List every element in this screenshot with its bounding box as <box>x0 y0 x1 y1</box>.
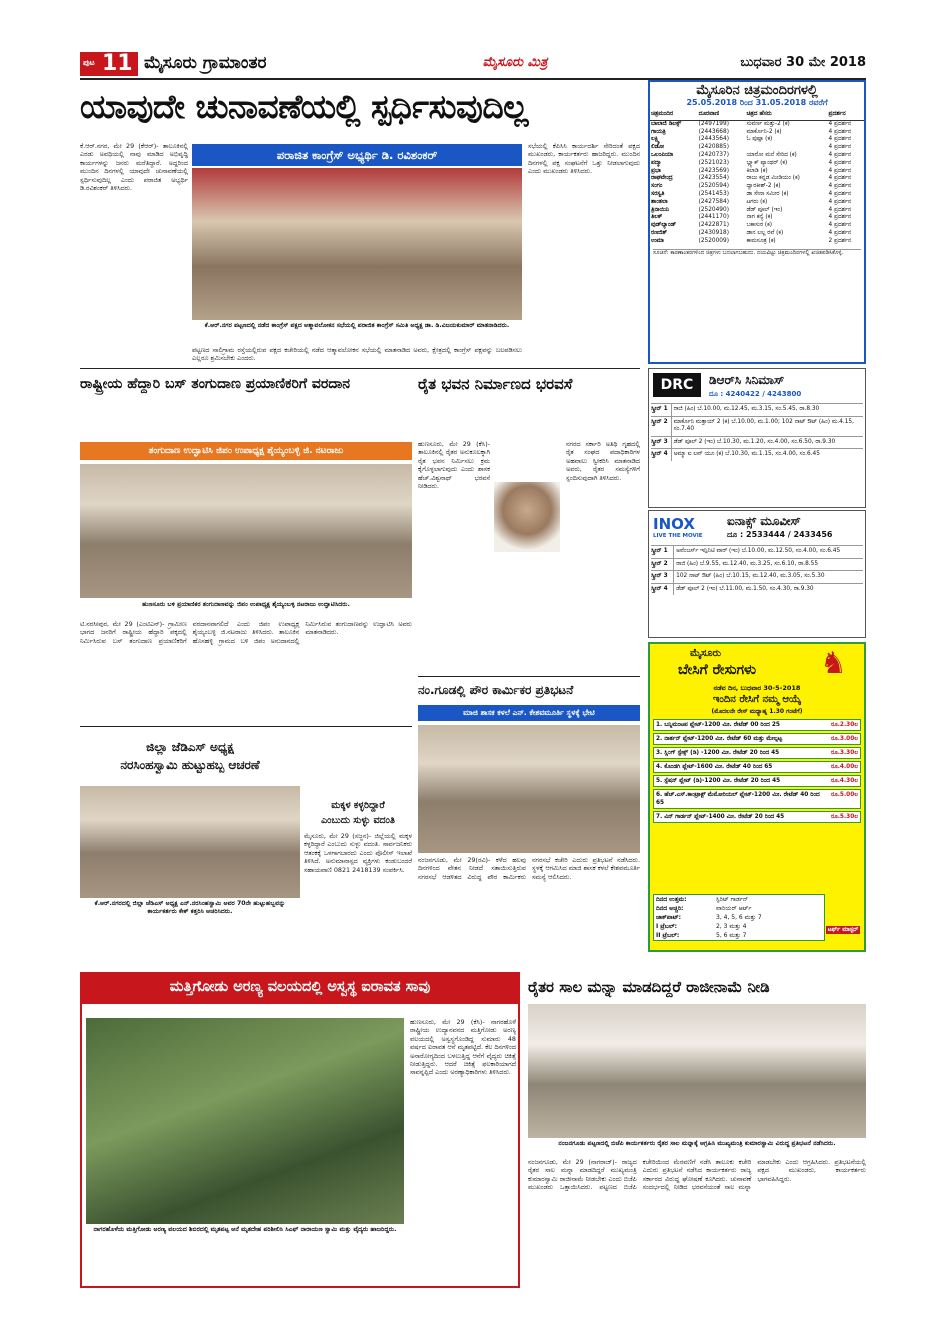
inox-screen-label: ಸ್ಕ್ರೀನ್ 2 <box>651 558 674 571</box>
jds-caption: ಕೆ.ಆರ್.ನಗರದಲ್ಲಿ ಜಿಲ್ಲಾ ಜೆಡಿಎಸ್ ಅಧ್ಯಕ್ಷ ಎನ್.ನರಸಿಂಹಸ್ವಾಮಿ ಅವರ 70ನೇ ಹುಟ್ಟುಹಬ್ಬವನ್ನು ಕಾರ್ಯಕರ್ತರು ಕೇಕ್ ಕತ್ತರಿಸಿ ಆಚರಿಸಿದರು. <box>94 900 286 915</box>
inox-screen-row <box>651 558 863 571</box>
race-prize: ರೂ.3.30ಲ <box>830 750 858 756</box>
race-name: 3. ಸ್ಲಿಂಗ್ ಸ್ಟೇಕ್ಸ್ (ಡಿ) -1200 ಮೀ. ರೇಟೆಡ್ 20 ರಿಂದ 45 <box>656 750 780 756</box>
cinema-cell: ಉಮಾ <box>651 237 664 244</box>
inox-phone: ದೂ : 2533444 / 2433456 <box>727 530 833 539</box>
bus-rule <box>80 368 640 369</box>
raitha-text1: ಹುಣಸೂರು, ಮೇ 29 (ಕೆಸಿ)- ತಾಲೂಕಿನಲ್ಲಿ ರೈತರ ಅನುಕೂಲಕ್ಕಾಗಿ ರೈತ ಭವನ ನಿರ್ಮಿಸಲು ಕ್ರಮ ಕೈಗೊಳ್ಳಲಾಗುವುದು ಎಂದು ಶಾಸಕ ಹೆಚ್.ವಿಶ್ವನಾಥ್ ಭರವಸೆ ನೀಡಿದರು. <box>418 440 490 491</box>
cinema-cell: ತಿಲಕ್ <box>651 214 663 221</box>
pk-text-block <box>418 856 640 932</box>
cinema-cell: 4 ಪ್ರದರ್ಶನ <box>828 159 852 166</box>
race-name: 1. ಬನ್ನಿಮಂಟಪ ಪ್ಲೇಟ್-1200 ಮೀ. ರೇಟೆಡ್ 00 ರಿಂದ 25 <box>656 722 780 728</box>
cinema-cell: ವುಡ್‌ಲ್ಯಾಂಡ್ <box>651 222 677 229</box>
bus-subhead-bar <box>80 442 412 460</box>
cinema-header-row <box>650 110 864 120</box>
jds-headline1: ಜಿಲ್ಲಾ ಜೆಡಿಎಸ್ ಅಧ್ಯಕ್ಷ <box>146 740 234 754</box>
cinema-cell: ಕಾಮಸೂತ್ರ (ಕ) <box>746 237 776 244</box>
cinema-cell: 4 ಪ್ರದರ್ಶನ <box>828 183 852 190</box>
cinema-cell: (2422871) <box>698 222 729 229</box>
cinema-row <box>650 136 864 144</box>
lead-subhead-bar <box>192 144 522 166</box>
cinema-row <box>650 168 864 176</box>
drc-box <box>648 368 866 508</box>
drc-screen-label: ಸ್ಕ್ರೀನ್ 4 <box>651 449 671 461</box>
races-list <box>653 719 861 825</box>
cinema-cell: ಗಾಯತ್ರಿ <box>651 128 666 135</box>
race-prize: ರೂ.3.00ಲ <box>830 736 858 742</box>
raitha-text2: ನಗರದ ಸರ್ಕಾರಿ ಅತಿಥಿ ಗೃಹದಲ್ಲಿ ರೈತ ಸಂಘದ ಪದಾಧಿಕಾರಿಗಳ ಅಹವಾಲು ಸ್ವೀಕರಿಸಿ ಮಾತನಾಡಿದ ಅವರು, ರೈತರ ಸಮಸ್ಯೆಗಳಿಗೆ ಸ್ಪಂದಿಸುವುದಾಗಿ ತಿಳಿಸಿದರು. <box>566 440 640 482</box>
bus-subhead: ತಂಗುದಾಣ ಉದ್ಘಾಟಿಸಿ ಜಿಪಂ ಉಪಾಧ್ಯಕ್ಷ ಶೈಯ್ಯಂಬಳ್ಳಿ ಜಿ. ನಟರಾಜು <box>148 446 344 456</box>
race-row <box>653 811 861 823</box>
elephant-text: ಹುಣಸೂರು, ಮೇ 29 (ಕೆಸಿ)- ನಾಗರಹೊಳೆ ರಾಷ್ಟ್ರೀಯ ಉದ್ಯಾನವನದ ಮತ್ತಿಗೋಡು ಅರಣ್ಯ ವಲಯದಲ್ಲಿ ಅಸ್ವಸ್ಥಗೊಂಡಿದ್ದ ಸುಮಾರು 48 ವರ್ಷದ ಐರಾವತ ಆನೆ ಮೃತಪಟ್ಟಿದೆ. ಕೆಲ ದಿನಗಳಿಂದ ಅನಾರೋಗ್ಯದಿಂದ ಬಳಲುತ್ತಿದ್ದ ಆನೆಗೆ ವೈದ್ಯರು ಚಿಕಿತ್ಸೆ ನೀಡುತ್ತಿದ್ದರು. ಆದರೆ ಚಿಕಿತ್ಸೆ ಫಲಕಾರಿಯಾಗದೆ ಸಾವನ್ನಪ್ಪಿದೆ ಎಂದು ಅರಣ್ಯಾಧಿಕಾರಿಗಳು ತಿಳಿಸಿದರು. <box>410 1018 516 1077</box>
cinema-row <box>650 207 864 215</box>
race-prize: ರೂ.5.00ಲ <box>830 792 858 798</box>
pk-text: ನಂಜನಗೂಡು, ಮೇ 29(ರವಿ)- ಕಳೆದ ಹಲವು ದಿನಗಳಿಂದ ವೇತನ ನೀಡದೆ ಸತಾಯಿಸುತ್ತಿರುವ ನಗರಸಭೆ ಆಡಳಿತದ ವಿರುದ್ಧ ಪೌರ ಕಾರ್ಮಿಕರು ನಗರಸಭೆ ಕಚೇರಿ ಎದುರು ಪ್ರತಿಭಟನೆ ನಡೆಸಿದರು. ಸ್ಥಳಕ್ಕೆ ಆಗಮಿಸಿದ ಮಾಜಿ ಶಾಸಕ ಕಳಲೆ ಕೇಶವಮೂರ್ತಿ ಸಮಸ್ಯೆ ಆಲಿಸಿದರು. <box>418 856 640 881</box>
cinema-cell: ಸಂಗಂ <box>651 183 663 190</box>
cinema-th: ದೂರವಾಣಿ <box>698 111 719 117</box>
cinema-row <box>650 199 864 207</box>
cinema-cell: ರಣಜಿತ್ <box>651 229 668 236</box>
races-title2: ಬೇಸಿಗೆ ರೇಸುಗಳು <box>678 662 757 678</box>
cinema-cell: (2443668) <box>698 128 729 135</box>
cinema-cell: ಬಾಲಾಜಿ ಡಿಲಕ್ಸ್ <box>651 120 682 127</box>
races-stamp: ಟರ್ಫ್ ಮಾಸ್ಟರ್ <box>827 927 859 933</box>
cinema-cell: ಶಾಂತಲಾ <box>651 198 668 205</box>
cinema-row <box>650 160 864 168</box>
makkala-headline1: ಮಕ್ಕಳ ಕಳ್ಳರಿದ್ದಾರೆ <box>331 800 385 811</box>
drc-title: ಡಿಆರ್‌ಸಿ ಸಿನಿಮಾಸ್ <box>709 373 785 387</box>
races-summary <box>653 894 825 941</box>
inox-logo: INOX <box>653 515 695 533</box>
inox-screen-row <box>651 546 863 559</box>
lead-col2-text: ಪಟ್ಟಣದ ಸಾಲಿಗ್ರಾಮ ರಸ್ತೆಯಲ್ಲಿರುವ ಪಕ್ಷದ ಕಚೇರಿಯಲ್ಲಿ ನಡೆದ ಆತ್ಮಾವಲೋಕನ ಸಭೆಯಲ್ಲಿ ಮಾತನಾಡಿದ ಅವರು, ಕ್ಷೇತ್ರದಲ್ಲಿ ಕಾಂಗ್ರೆಸ್ ಪಕ್ಷವನ್ನು ಬಲಪಡಿಸಲು ಎಲ್ಲರೂ ಶ್ರಮಿಸಬೇಕು ಎಂದರು. <box>192 346 522 363</box>
inox-screen-row <box>651 583 863 595</box>
cinema-row <box>650 222 864 230</box>
cinema-cell: (2423569) <box>698 167 729 174</box>
race-summary-row <box>654 922 824 931</box>
cinema-cell: 4 ಪ್ರದರ್ಶನ <box>828 151 852 158</box>
cinema-row <box>650 230 864 238</box>
race-prize: ರೂ.2.30ಲ <box>830 722 858 728</box>
race-prize: ರೂ.5.30ಲ <box>830 814 858 820</box>
cinema-cell: 4 ಪ್ರದರ್ಶನ <box>828 214 852 221</box>
cinema-cell: (2541453) <box>698 190 729 197</box>
elephant-headline: ಮತ್ತಿಗೋಡು ಅರಣ್ಯ ವಲಯದಲ್ಲಿ ಅಸ್ವಸ್ಥ ಐರಾವತ ಸಾವು <box>169 979 431 995</box>
cinema-row <box>650 120 864 128</box>
race-summary-value: 5, 6 ಮತ್ತು 7 <box>716 932 747 939</box>
page-number: 11 <box>102 52 133 76</box>
cinema-cell: 2 ಪ್ರದರ್ಶನ <box>828 237 852 244</box>
farmers-photo <box>528 1004 866 1138</box>
cinema-box <box>648 80 866 364</box>
races-panel <box>648 642 866 952</box>
drc-logo: DRC <box>653 373 701 397</box>
raitha-col2 <box>566 440 640 664</box>
drc-phone: ದೂ : 4240422 / 4243800 <box>709 390 802 398</box>
inox-screen-label: ಸ್ಕ್ರೀನ್ 3 <box>651 571 674 584</box>
cinema-table <box>650 110 864 246</box>
cinema-cell: ಬ್ಲ್ಯಾಕ್ ಪ್ಯಾಂಥರ್ (ಕ) <box>746 159 788 166</box>
jds-headline2: ನರಸಿಂಹಸ್ವಾಮಿ ಹುಟ್ಟುಹಬ್ಬ ಆಚರಣೆ <box>120 758 260 772</box>
cinema-cell: ಕಿಲಾಡಿ (ಕ) <box>746 167 768 174</box>
cinema-cell: ಯಾರೋ ಮನೆ ಸೇರಿದ (ಕ) <box>746 151 797 158</box>
inox-screen-row <box>651 571 863 584</box>
raitha-photo <box>494 482 560 552</box>
cinema-cell: 4 ಪ್ರದರ್ಶನ <box>828 128 852 135</box>
cinema-cell: 4 ಪ್ರದರ್ಶನ <box>828 229 852 236</box>
drc-screen-label: ಸ್ಕ್ರೀನ್ 3 <box>651 436 671 449</box>
cinema-cell: ಡೆಡ್ ಪೂಲ್ (ಇಂ) <box>746 206 783 213</box>
cinema-cell: ತ್ರಿನಾಯಿನಿ <box>651 206 670 213</box>
makkala-headline2: ಎಂಬುದು ಸುಳ್ಳು ವದಂತಿ <box>321 815 395 826</box>
lead-col1-text: ಕೆ.ಆರ್.ನಗರ, ಮೇ 29 (ಕೆಆರ್)- ತಾಲೂಕಿನಲ್ಲಿ ಎರಡು ಅವಧಿಯಲ್ಲಿ ನಾವು ಮಾಡಿದ ಅಭಿವೃದ್ಧಿ ಕಾರ್ಯಗಳನ್ನು ಜನರು ಮರೆತಿದ್ದಾರೆ. ಅದ್ದರಿಂದ ಮುಂದಿನ ದಿನಗಳಲ್ಲಿ ಯಾವುದೇ ಚುನಾವಣೆಯಲ್ಲಿ ಸ್ಪರ್ಧಿಸುವುದಿಲ್ಲ ಎಂದು ಪರಾಜಿತ ಅಭ್ಯರ್ಥಿ ಡಿ.ರವಿಶಂಕರ್ ತಿಳಿಸಿದರು. <box>80 142 188 193</box>
lead-headline: ಯಾವುದೇ ಚುನಾವಣೆಯಲ್ಲಿ ಸ್ಪರ್ಧಿಸುವುದಿಲ್ಲ <box>80 87 528 126</box>
bus-headline: ರಾಷ್ಟ್ರೀಯ ಹೆದ್ದಾರಿ ಬಸ್ ತಂಗುದಾಣ ಪ್ರಯಾಣಿಕರಿಗೆ ವರದಾನ <box>80 376 351 392</box>
jds-photo <box>80 786 300 898</box>
inox-screen-label: ಸ್ಕ್ರೀನ್ 1 <box>651 546 674 559</box>
cinema-footnote: ಸೂಚನೆ: ಕಾರಣಾಂತರಗಳಿಂದ ಚಿತ್ರಗಳು ಬದಲಾಗಬಹುದು. ದಯವಿಟ್ಟು ಚಿತ್ರಮಂದಿರಗಳಲ್ಲಿ ಖಚಿತಪಡಿಸಿಕೊಳ್ಳಿ. <box>653 249 861 257</box>
cinema-cell: 4 ಪ್ರದರ್ಶನ <box>828 222 852 229</box>
farmers-text: ನಂಜನಗೂಡು, ಮೇ 29 (ನಾಗರಾಜ್)- ರಾಜ್ಯದ ರೈತರ ಸಾಲ ಮನ್ನಾ ಮಾಡದಿದ್ದರೆ ಮುಖ್ಯಮಂತ್ರಿ ಕುಮಾರಸ್ವಾಮಿ ರಾಜೀನಾಮೆ ನೀಡಬೇಕು ಎಂದು ಬಿಜೆಪಿ ಮುಖಂಡರು ಒತ್ತಾಯಿಸಿದರು. ಪಟ್ಟಣದ ಬಿಜೆಪಿ ಕಚೇರಿಯಿಂದ ಮೆರವಣಿಗೆ ನಡೆಸಿ ತಾಲೂಕು ಕಚೇರಿ ಎದುರು ಪ್ರತಿಭಟನೆ ನಡೆಸಿದ ಕಾರ್ಯಕರ್ತರು ರಾಜ್ಯ ಸರ್ಕಾರದ ವಿರುದ್ಧ ಘೋಷಣೆ ಕೂಗಿದರು. ಚುನಾವಣೆ ಸಂದರ್ಭದಲ್ಲಿ ನೀಡಿದ ಭರವಸೆಯಂತೆ ಸಾಲ ಮನ್ನಾ ಮಾಡಬೇಕು ಎಂದು ಆಗ್ರಹಿಸಿದರು. ಪ್ರತಿಭಟನೆಯಲ್ಲಿ ಪಕ್ಷದ ಮುಖಂಡರು, ಕಾರ್ಯಕರ್ತರು ಭಾಗವಹಿಸಿದ್ದರು. <box>528 1158 866 1192</box>
cinema-cell: ನಾಗ ಕನ್ಯೆ (ಕ) <box>746 214 773 221</box>
elephant-headline-bar <box>80 972 520 1002</box>
race-summary-row <box>654 913 824 922</box>
races-sub: ನಡೆವ ದಿನ, ಬುಧವಾರ 30-5-2018 <box>713 684 801 692</box>
inox-table <box>651 545 863 595</box>
race-name: 5. ಸ್ಪೆಷನ್ ಪ್ಲೇಟ್ (ಡಿ)-1200 ಮೀ. ರೇಟೆಡ್ 20 ರಿಂದ 45 <box>656 778 781 784</box>
cinema-cell: ಡಾನ ಲಲ್ಲ ರವೆ (ಕ) <box>746 229 784 236</box>
race-summary-value: ಸ್ಪಿರಿಟ್ ಗಾರ್ಡನ್ <box>716 896 749 903</box>
race-name: 2. ನಾರ್ತನ್ ಪ್ಲೇಟ್-1200 ಮೀ. ರೇಟೆಡ್ 60 ಮತ್ತು ಮೇಲ್ಪಟ್ಟ <box>656 736 783 742</box>
page-number-box <box>80 52 138 76</box>
cinema-cell: 4 ಪ್ರದರ್ಶನ <box>828 120 852 127</box>
bus-lede-space <box>80 400 412 440</box>
race-summary-row <box>654 904 824 913</box>
cinema-cell: ಪ್ರಭಾ <box>651 167 661 174</box>
cinema-cell: (2427584) <box>698 198 729 205</box>
cinema-cell: ರಾಘವೇಂದ್ರ <box>651 175 673 182</box>
race-summary-row <box>654 931 824 940</box>
cinema-dates: 25.05.2018 ರಿಂದ 31.05.2018 ರವರೆಗೆ <box>686 98 828 107</box>
inox-screen-shows: 102 ನಾಟ್ ಔಟ್ (ಹಿಂ) ಬೆ.10.15, ಮ.12.40, ಮ.3.05, ಸಂ.5.30 <box>676 573 825 579</box>
race-row <box>653 719 861 731</box>
race-summary-label: ಜಾಕ್‌ಪಾಟ್: <box>656 914 682 921</box>
elephant-caption: ನಾಗರಹೊಳೆಯ ಮತ್ತಿಗೋಡು ಅರಣ್ಯ ವಲಯದ ಶಿಬಿರದಲ್ಲಿ ಮೃತಪಟ್ಟ ಆನೆ ಮೃತದೇಹ ಪರಿಶೀಲಿಸಿ ಸಿಎಫ್ ನಾರಾಯಣ ಸ್ವಾಮಿ ಮತ್ತು ವೈದ್ಯರು ಹಾಜರಿದ್ದರು. <box>93 1226 397 1233</box>
pk-subhead-bar <box>418 705 640 721</box>
lead-col3-text: ಸಭೆಯಲ್ಲಿ ಕೆಪಿಸಿಸಿ ಕಾರ್ಯದರ್ಶಿ ಸೇರಿದಂತೆ ಪಕ್ಷದ ಮುಖಂಡರು, ಕಾರ್ಯಕರ್ತರು ಹಾಜರಿದ್ದರು. ಮುಂದಿನ ದಿನಗಳಲ್ಲಿ ಪಕ್ಷ ಸಂಘಟನೆಗೆ ಒತ್ತು ನೀಡಲಾಗುವುದು ಎಂದು ಮುಖಂಡರು ತಿಳಿಸಿದರು. <box>528 142 640 176</box>
cinema-cell: ಓ ಪುಷ್ಪಾ (ಕ) <box>746 136 773 143</box>
race-prize: ರೂ.4.30ಲ <box>830 778 858 784</box>
race-summary-label: II ಟ್ರೆಬಲ್: <box>656 932 680 939</box>
cinema-cell: (2443564) <box>698 136 729 143</box>
cinema-cell: (2441170) <box>698 214 729 221</box>
lead-subhead: ಪರಾಜಿತ ಕಾಂಗ್ರೆಸ್ ಅಭ್ಯರ್ಥಿ ಡಿ. ರವಿಶಂಕರ್ <box>276 148 438 162</box>
inox-tagline: LIVE THE MOVIE <box>653 533 703 539</box>
cinema-cell: ಮಾರ್ಕೊನಿ-2 (ಕ) <box>746 128 782 135</box>
cinema-row <box>650 191 864 199</box>
cinema-cell: (2521023) <box>698 159 729 166</box>
cinema-row <box>650 129 864 137</box>
cinema-cell: ಡಾ ಸೇನಾ ಸಮೀರ (ಕ) <box>746 190 789 197</box>
inox-logo-block <box>653 515 721 541</box>
races-title1: ಮೈಸೂರು <box>690 648 722 659</box>
race-row <box>653 733 861 745</box>
bus-text: ಟಿ.ನರಸೀಪುರ, ಮೇ 29 (ಎಂಟಿಎನ್)- ಗ್ರಾಮೀಣ ಭಾಗದ ಜನರಿಗೆ ರಾಷ್ಟ್ರೀಯ ಹೆದ್ದಾರಿ ಪಕ್ಕದಲ್ಲಿ ನಿರ್ಮಿಸಿರುವ ಬಸ್ ತಂಗುದಾಣ ಪ್ರಯಾಣಿಕರಿಗೆ ವರದಾನವಾಗಲಿದೆ ಎಂದು ಜಿಪಂ ಉಪಾಧ್ಯಕ್ಷ ಶೈಯ್ಯಂಬಳ್ಳಿ ಜಿ.ನಟರಾಜು ತಿಳಿಸಿದರು. ತಾಲೂಕಿನ ಹೊಸಹಳ್ಳಿ ಗ್ರಾಮದ ಬಳಿ ಜಿಪಂ ಅನುದಾನದಲ್ಲಿ ನಿರ್ಮಿಸಿರುವ ತಂಗುದಾಣವನ್ನು ಉದ್ಘಾಟಿಸಿ ಅವರು ಮಾತನಾಡಿದರು. <box>80 620 412 645</box>
cinema-cell: (2497199) <box>698 120 729 127</box>
race-summary-row <box>654 895 824 904</box>
lead-photo <box>192 168 522 320</box>
inox-title: ಐನಾಕ್ಸ್ ಮೂವೀಸ್ <box>727 514 801 528</box>
farmers-caption: ನಂಜನಗೂಡು ಪಟ್ಟಣದಲ್ಲಿ ಬಿಜೆಪಿ ಕಾರ್ಯಕರ್ತರು ರೈತರ ಸಾಲ ಮನ್ನಾಕ್ಕೆ ಆಗ್ರಹಿಸಿ ಮುಖ್ಯಮಂತ್ರಿ ಕುಮಾರಸ್ವಾಮಿ ವಿರುದ್ಧ ಪ್ರತಿಭಟನೆ ನಡೆಸಿದರು. <box>558 1140 836 1147</box>
cinema-cell: ದ್ವಾರಕೀಶ್-2 (ಕ) <box>746 183 781 190</box>
races-tips-title: ಇಂದಿನ ರೇಸಿಗೆ ನಮ್ಮ ಆಯ್ಕೆ <box>712 694 802 705</box>
cinema-cell: ಸರಸ್ವತಿ <box>651 190 665 197</box>
elephant-frame <box>80 1002 520 1288</box>
cinema-th: ಚಿತ್ರದ ಹೆಸರು <box>746 111 772 117</box>
cinema-cell: ಲಿಡೋ <box>651 144 664 151</box>
inox-screen-shows: ಡೆಡ್ ಪೂಲ್ 2 (ಇಂ) ಬೆ.11.00, ಮ.1.50, ಸಂ.4.30, ರಾ.9.30 <box>676 585 814 592</box>
inox-screen-label: ಸ್ಕ್ರೀನ್ 4 <box>651 583 674 595</box>
races-tips-sub: (ಮೊದಲನೇ ರೇಸ್ ಮಧ್ಯಾಹ್ನ 1.30 ಗಂಟೆಗೆ) <box>711 708 803 715</box>
race-row <box>653 761 861 773</box>
race-summary-value: 2, 3 ಮತ್ತು 4 <box>716 923 747 930</box>
race-prize: ರೂ.4.00ಲ <box>830 764 858 770</box>
cinema-cell: ಲಕ್ಷ್ಮಿ <box>651 136 660 143</box>
cinema-cell: (2520594) <box>698 183 729 190</box>
cinema-cell: 4 ಪ್ರದರ್ಶನ <box>828 190 852 197</box>
cinema-th: ಪ್ರದರ್ಶನ <box>828 111 846 117</box>
race-name: 7. ವಿನ್ ಗಾರ್ಡನ್ ಪ್ಲೇಟ್-1400 ಮೀ. ರೇಟೆಡ್ 20 ರಿಂದ 45 <box>656 814 785 820</box>
cinema-cell: (2430918) <box>698 229 729 236</box>
race-row <box>653 775 861 787</box>
drc-table <box>651 403 863 461</box>
drc-screen-shows: ರಾಜಿ (ಹಿಂ) ಬೆ.10.00, ಮ.12.45, ಮ.3.15, ಸಂ.5.45, ರಾ.8.30 <box>673 406 820 412</box>
cinema-cell: (2423554) <box>698 175 729 182</box>
cinema-row <box>650 238 864 246</box>
cinema-cell: 4 ಪ್ರದರ್ಶನ <box>828 175 852 182</box>
lead-col2 <box>192 346 522 366</box>
pk-photo <box>418 725 640 853</box>
makkala-text: ಮೈಸೂರು, ಮೇ 29 (ಸಜ್ಜನ)- ಜಿಲ್ಲೆಯಲ್ಲಿ ಮಕ್ಕಳ ಕಳ್ಳರಿದ್ದಾರೆ ಎಂಬುದು ಸುಳ್ಳು ವದಂತಿ. ಸಾರ್ವಜನಿಕರು ಆತಂಕಕ್ಕೆ ಒಳಗಾಗಬಾರದು ಎಂದು ಪೊಲೀಸ್ ಇಲಾಖೆ ತಿಳಿಸಿದೆ. ಅನುಮಾನಾಸ್ಪದ ವ್ಯಕ್ತಿಗಳು ಕಂಡುಬಂದರೆ ಸಹಾಯವಾಣಿ 0821 2418139 ಸಂಪರ್ಕಿಸಿ. <box>304 832 412 874</box>
raitha-headline: ರೈತ ಭವನ ನಿರ್ಮಾಣದ ಭರವಸೆ <box>418 375 573 393</box>
drc-screen-row <box>651 436 863 449</box>
drc-screen-shows: ಮಾರ್ಕೊನಿ ಮತ್ತಾಯ್ 2 (ಕ) ಬೆ.10.00, ಮ.1.00; 102 ನಾಟ್ ಔಟ್ (ಹಿಂ) ಮ.4.15, ಸಂ.7.40 <box>673 418 854 432</box>
cinema-row <box>650 175 864 183</box>
race-row <box>653 747 861 759</box>
drc-screen-shows: ಅಮ್ಮಾ ಐ ಲವ್ ಯೂ (ಕ) ಬೆ.10.30, ಮ.1.15, ಸಂ.4.00, ಸಂ.6.45 <box>673 451 820 457</box>
jds-rule <box>80 726 412 727</box>
bus-text-block <box>80 620 412 724</box>
cinema-cell: (2420737) <box>698 151 729 158</box>
cinema-cell: (2520009) <box>698 237 729 244</box>
cinema-cell: ಸುವರ್ಣ ಮತ್ತು-2 (ಕ) <box>746 120 790 127</box>
cinema-cell: 4 ಪ್ರದರ್ಶನ <box>828 136 852 143</box>
cinema-cell: 4 ಪ್ರದರ್ಶನ <box>828 198 852 205</box>
cinema-cell: 4 ಪ್ರದರ್ಶನ <box>828 206 852 213</box>
race-name: 4. ಕೊಂಡಗಿ ಪ್ಲೇಟ್-1600 ಮೀ. ರೇಟೆಡ್ 40 ರಿಂದ 65 <box>656 764 773 770</box>
section-title: ಮೈಸೂರು ಗ್ರಾಮಾಂತರ <box>144 53 267 73</box>
race-summary-label: ದಿನದ ಅಚ್ಚರಿ: <box>656 905 684 912</box>
farmers-text-block <box>528 1158 866 1288</box>
drc-screen-shows: ಡೆಡ್ ಪೂಲ್ 2 (ಇಂ) ಬೆ.10.30, ಮ.1.20, ಸಂ.4.00, ಸಂ.6.50, ರಾ.9.30 <box>673 438 836 445</box>
elephant-side-text <box>410 1018 516 1248</box>
bus-photo-caption: ಹುಣಸೂರು ಬಳಿ ಪ್ರಯಾಣಿಕರ ತಂಗುದಾಣವನ್ನು ಜಿಪಂ ಉಪಾಧ್ಯಕ್ಷ ಶೈಯ್ಯಂಬಳ್ಳಿ ನಟರಾಜು ಉದ್ಘಾಟಿಸಿದರು. <box>142 601 350 608</box>
drc-screen-row <box>651 449 863 461</box>
race-summary-value: 3, 4, 5, 6 ಮತ್ತು 7 <box>716 914 762 921</box>
inox-box <box>648 510 866 638</box>
farmers-headline: ರೈತರ ಸಾಲ ಮನ್ನಾ ಮಾಡದಿದ್ದರೆ ರಾಜೀನಾಮೆ ನೀಡಿ <box>528 978 770 996</box>
masthead: ಮೈಸೂರು ಮಿತ್ರ <box>482 55 548 70</box>
lead-col3 <box>528 142 640 364</box>
race-name: 6. ಹೆಚ್.ಎಸ್.ಕಾಂಟ್ರಾಕ್ಟ್ ಮೆಮೋರಿಯಲ್ ಪ್ಲೇಟ್-1200 ಮೀ. ರೇಟೆಡ್ 40 ರಿಂದ 65 <box>656 792 820 806</box>
makkala-text-block <box>304 832 412 938</box>
page-label: ಪುಟ <box>83 58 95 67</box>
elephant-photo <box>86 1018 404 1224</box>
cinema-cell: ಪದ್ಮಾ <box>651 159 662 166</box>
cinema-row <box>650 214 864 222</box>
cinema-row <box>650 144 864 152</box>
drc-screen-row <box>651 404 863 417</box>
cinema-title: ಮೈಸೂರಿನ ಚಿತ್ರಮಂದಿರಗಳಲ್ಲಿ <box>696 83 818 98</box>
lead-photo-caption: ಕೆ.ಆರ್.ನಗರ ಪಟ್ಟಣದಲ್ಲಿ ನಡೆದ ಕಾಂಗ್ರೆಸ್ ಪಕ್ಷದ ಆತ್ಮಾವಲೋಕನ ಸಭೆಯಲ್ಲಿ ಪರಾಜಿತ ಕಾಂಗ್ರೆಸ್ ಸಮಿತಿ ಅಧ್ಯಕ್ಷ ಡಾ. ಡಿ.ವಿಜಯಕುಮಾರ್ ಮಾತನಾಡಿದರು. <box>204 322 510 329</box>
horse-icon: ♞ <box>820 646 847 681</box>
cinema-row <box>650 183 864 191</box>
cinema-cell: ರಾಜು ಕನ್ನಡ ಮೀಡಿಯಂ (ಕ) <box>746 175 800 182</box>
cinema-cell: (2420885) <box>698 144 729 151</box>
issue-date: ಬುಧವಾರ 30 ಮೇ 2018 <box>740 55 866 70</box>
race-row <box>653 789 861 809</box>
cinema-cell <box>745 144 827 152</box>
race-summary-value: ವಾರಿಯರ್ ಆರ್ಟ್ <box>716 905 752 912</box>
cinema-cell: ಒಲಂಪಿಯಾ <box>651 151 674 158</box>
drc-screen-label: ಸ್ಕ್ರೀನ್ 2 <box>651 416 671 436</box>
lead-col1 <box>80 142 188 364</box>
cinema-cell: 4 ಪ್ರದರ್ಶನ <box>828 167 852 174</box>
inox-screen-shows: ಅವೆಂಜರ್ಸ್ ಇನ್ಫಿನಿಟಿ ವಾರ್ (ಇಂ) ಬೆ.10.00, ಮ.12.50, ಸಂ.4.00, ಸಂ.6.45 <box>676 548 841 554</box>
raitha-col1 <box>418 440 490 664</box>
drc-screen-label: ಸ್ಕ್ರೀನ್ 1 <box>651 404 671 417</box>
cinema-cell: 4 ಪ್ರದರ್ಶನ <box>828 144 852 151</box>
race-summary-label: ದಿನದ ಉತ್ತಮ: <box>656 896 687 903</box>
cinema-cell: ಟಗರು (ಕ) <box>746 198 768 205</box>
pk-rule <box>418 676 640 677</box>
pk-headline: ನಂ.ಗೂಡಲ್ಲಿ ಪೌರ ಕಾರ್ಮಿಕರ ಪ್ರತಿಭಟನೆ <box>418 683 574 697</box>
cinema-cell: ಬಕಾಸುರ (ಕ) <box>746 222 772 229</box>
cinema-th: ಚಿತ್ರಮಂದಿರ <box>651 111 674 117</box>
pk-subhead: ಮಾಜಿ ಶಾಸಕ ಕಳಲೆ ಎನ್. ಕೇಶವಮೂರ್ತಿ ಸ್ಥಳಕ್ಕೆ ಭೇಟಿ <box>463 708 595 717</box>
cinema-row <box>650 152 864 160</box>
inox-screen-shows: ರಾಜಿ (ಹಿಂ) ಬೆ.9.55, ಮ.12.40, ಮ.3.25, ಸಂ.6.10, ರಾ.8.55 <box>676 560 819 567</box>
race-summary-label: I ಟ್ರೆಬಲ್: <box>656 923 678 930</box>
cinema-cell: (2520490) <box>698 206 729 213</box>
drc-screen-row <box>651 416 863 436</box>
bus-photo <box>80 464 412 598</box>
